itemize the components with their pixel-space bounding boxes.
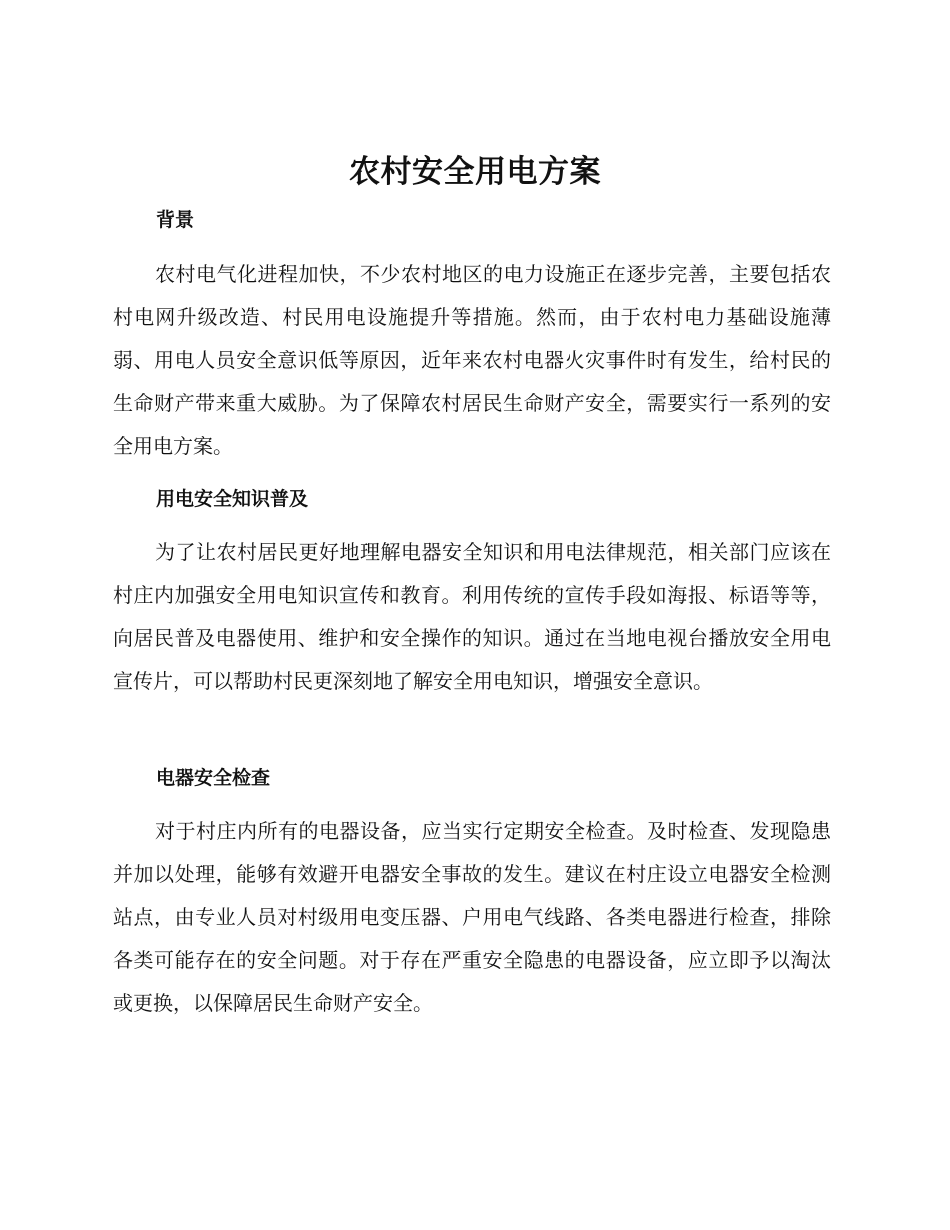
- section-heading-background: 背景: [156, 209, 195, 231]
- section-heading-appliance-inspection: 电器安全检查: [156, 767, 271, 789]
- section-body-safety-knowledge: 为了让农村居民更好地理解电器安全知识和用电法律规范，相关部门应该在村庄内加强安全用电知识宣传和教育。利用传统的宣传手段如海报、标语等等，向居民普及电器使用、维护和安全操作的知识。通过在当地电视台播放安全用电宣传片，可以帮助村民更深刻地了解安全用电知识，增强安全意识。: [113, 540, 831, 693]
- section-body-background: 农村电气化进程加快，不少农村地区的电力设施正在逐步完善，主要包括农村电网升级改造、村民用电设施提升等措施。然而，由于农村电力基础设施薄弱、用电人员安全意识低等原因，近年来农村电器火灾事件时有发生，给村民的生命财产带来重大威胁。为了保障农村居民生命财产安全，需要实行一系列的安全用电方案。: [113, 262, 831, 458]
- document-title: 农村安全用电方案: [349, 154, 601, 190]
- section-heading-safety-knowledge: 用电安全知识普及: [156, 488, 309, 510]
- section-body-appliance-inspection: 对于村庄内所有的电器设备，应当实行定期安全检查。及时检查、发现隐患并加以处理，能够有效避开电器安全事故的发生。建议在村庄设立电器安全检测站点，由专业人员对村级用电变压器、户用电气线路、各类电器进行检查，排除各类可能存在的安全问题。对于存在严重安全隐患的电器设备，应立即予以淘汰或更换，以保障居民生命财产安全。: [113, 819, 831, 1015]
